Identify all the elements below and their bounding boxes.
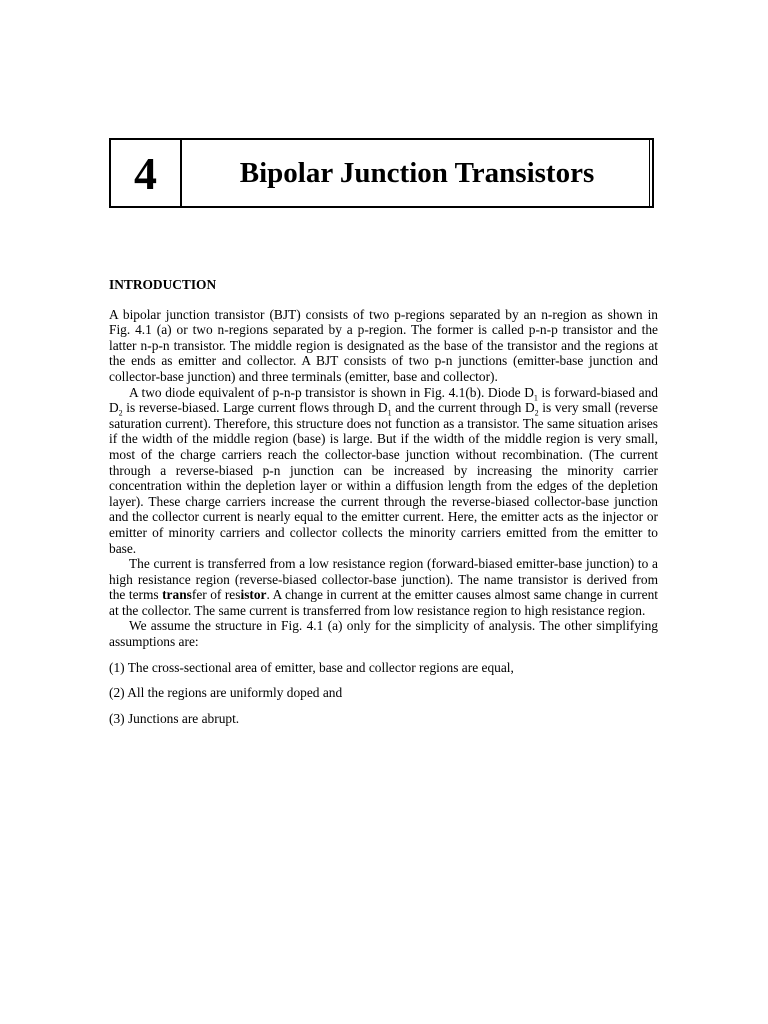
list-item: (1) The cross-sectional area of emitter, base and collector regions are equal, [109,659,514,675]
paragraph-3-text: fer of res [191,587,241,603]
section-heading: INTRODUCTION [109,277,217,292]
page-content [109,277,658,736]
subscript: 1 [533,393,538,403]
chapter-header-box [109,138,654,208]
paragraph-2-text: is forward-biased and D [109,384,658,416]
bold-emphasis: istor [240,587,267,603]
paragraph-2-text: is reverse-biased. Large current flows through D [122,400,388,416]
paragraph-2-text: A two diode equivalent of p-n-p transistor is shown in Fig. 4.1(b). Diode D [129,384,534,400]
paragraph-2-text: is very small (reverse saturation current). Therefore, this structure does not function as a transistor. The same situation arises if the width of the middle region (base) is large. But if the width of the middle region is very small, most of the charge carriers reach the collector-base junction without recombination. (The current through a reverse-biased p-n junction can be increased by increasing the minority carrier concentration within the depletion layer or within a diffusion length from the edges of the depletion layer). These charge carriers increase the current through the reverse-biased collector-base junction and the collector current is nearly equal to the emitter current. Here, the emitter acts as the injector or emitter of minority carriers and collector collects the minority carriers emitted from the emitter to base. [109,400,658,556]
bold-emphasis: trans [162,587,192,603]
list-item: (2) All the regions are uniformly doped and [109,685,343,701]
list-item: (3) Junctions are abrupt. [109,710,240,726]
paragraph-1: A bipolar junction transistor (BJT) consists of two p-regions separated by an n-region as shown in Fig. 4.1 (a) or two n-regions separated by a p-region. The former is called p-n-p transistor and the latter n-p-n transistor. The middle region is designated as the base of the transistor and the regions at the ends as emitter and collector. A BJT consists of two p-n junctions (emitter-base junction and collector-base junction) and three terminals (emitter, base and collector). [109,306,658,384]
chapter-number: 4 [111,140,182,206]
paragraph-2 [109,385,658,557]
assumptions-list [109,660,658,727]
paragraph-3-text: . A change in current at the emitter causes almost same change in current at the collector. The same current is transferred from low resistance region to high resistance region. [109,587,658,618]
paragraph-3-text: The current is transferred from a low resistance region (forward-biased emitter-base junction) to a high resistance region (reverse-biased collector-base junction). The name transistor is derived from the terms [109,556,658,603]
chapter-title: Bipolar Junction Transistors [239,156,595,189]
subscript: 2 [534,408,539,418]
subscript: 2 [118,408,123,418]
paragraph-3 [109,556,658,618]
subscript: 1 [387,408,392,418]
paragraph-4: We assume the structure in Fig. 4.1 (a) only for the simplicity of analysis. The other simplifying assumptions are: [109,618,658,650]
paragraph-2-text: and the current through D [391,400,535,416]
